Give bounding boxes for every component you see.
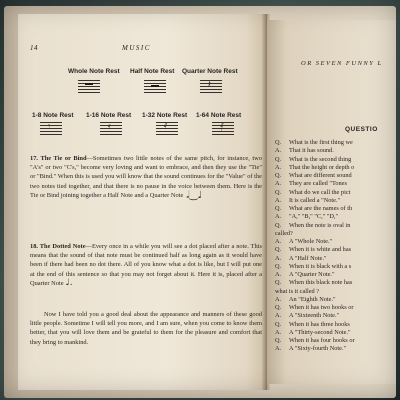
list-item: Q. When it has four hooks or [275,337,355,344]
list-item: Q. When it is white and has [275,246,352,254]
list-item: Q. What do we call the pict [275,188,351,196]
tie-heading: 17. The Tie or Bind [30,155,87,162]
list-item: Q. When it has three hooks [275,320,350,328]
right-page [267,20,396,384]
dotted-text: —Every once in a while you will see a dot placed after a note. This means that the sound of that note must be continued half as long again as it would have been if there had been no dot there. All of you know what a dot is like, but I will put one at the end of this sentence so that you may not forget about it. Here it is, placed after a Quarter Note [30,243,262,287]
quarter-rest-icon: 𝄽 [200,80,222,92]
list-item: called? [275,229,293,237]
list-item: A. They are called "Tones [275,180,347,188]
rest-label-whole: Whole Note Rest [68,68,120,75]
eighth-rest-icon: 𝄾 [40,122,62,134]
list-item: Q. When it has two hooks or [275,304,354,311]
list-item: Q. When this black note has [275,279,353,287]
half-rest-icon [144,80,166,92]
list-item: A. A "Sixteenth Note." [275,312,340,320]
rest-label-eighth: 1-8 Note Rest [32,112,74,119]
rest-label-sixteenth: 1-16 Note Rest [86,112,132,119]
list-item: A. It is called a "Note." [275,196,341,204]
whole-rest-icon [78,80,100,92]
list-item: A. A "Whole Note." [275,238,333,245]
paragraph-tie-or-bind [30,154,262,200]
rest-label-quarter: Quarter Note Rest [182,68,238,75]
list-item: A. An "Eighth Note." [275,295,336,303]
page-number: 14 [30,44,38,52]
thirty-second-rest-icon: 𝅀 [156,122,178,134]
list-item: A. That the height or depth o [275,163,355,171]
question-answer-list [275,139,396,354]
list-item: A. A "Half Note." [275,254,327,262]
list-item: A. A "Thirty-second Note." [275,328,351,336]
list-item: Q. What are the names of th [275,205,353,212]
tied-notes-icon: 𝅗𝅥‿♩ [186,189,203,201]
list-item: Q. What is the first thing we [275,139,353,146]
list-item: A. A "Sixty-fourth Note." [275,345,347,353]
list-item: Q. What are different sound [275,172,352,179]
rest-label-sixty-fourth: 1-64 Note Rest [196,112,242,119]
list-item: A. "A," "B," "C," "D," [275,213,339,221]
questions-heading: QUESTIO [345,126,378,133]
sixty-fourth-rest-icon: 𝅁 [212,122,234,134]
paragraph-dotted-note [30,242,262,288]
tie-text: —Sometimes two little notes of the same pitch, for instance, two "A's" or two "C's," become very loving and want to embrace, and then they use the "Tie" or "Bind." When this is used you will know that the sound continues for the "Value" of the two notes tied together, and that there is no pause in the voice between them. Here is the Tie or Bind joining together a Half Note and a Quarter Note [30,155,262,199]
dotted-heading: 18. The Dotted Note [30,243,86,250]
dotted-quarter-note-icon: ♩. [65,277,73,288]
running-title-left: MUSIC [122,44,151,52]
sixteenth-rest-icon: 𝄿 [100,122,122,134]
rest-label-thirty-second: 1-32 Note Rest [142,112,188,119]
list-item: what is it called ? [275,287,320,295]
rest-label-half: Half Note Rest [130,68,175,75]
left-page [18,14,267,390]
list-item: Q. When it is black with a s [275,262,352,270]
list-item: A. That it has sound. [275,147,334,155]
running-title-right: OR SEVEN FUNNY L [301,60,383,67]
list-item: Q. When the note is oval in [275,221,351,229]
list-item: A. A "Quarter Note." [275,271,335,278]
paragraph-closing: Now I have told you a good deal about the appearance and manners of these good little people. Sometime I will tell you more, and I am sure, when you come to know them better, that you will love them and be grateful to them for the pleasure and comfort that they bring to mankind. [30,311,262,346]
list-item: Q. What is the second thing [275,155,352,163]
